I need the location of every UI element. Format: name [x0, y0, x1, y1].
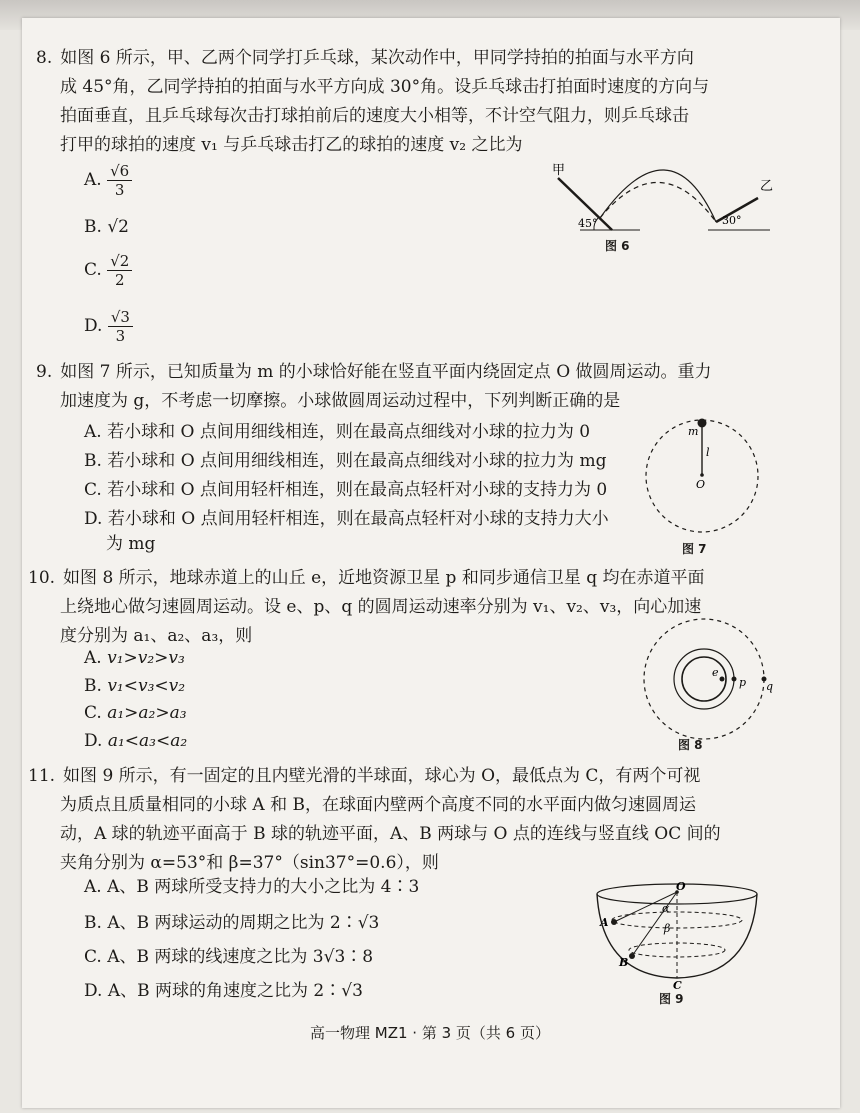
option-d[interactable] [84, 308, 133, 345]
option-label: C. [84, 260, 102, 280]
option-label: D. [84, 316, 103, 336]
figure-6-diagram [540, 160, 780, 252]
label-m: m [688, 425, 699, 438]
label-yi: 乙 [760, 179, 774, 194]
option-b[interactable]: B. 若小球和 O 点间用细线相连，则在最高点细线对小球的拉力为 mg [84, 451, 607, 471]
option-a[interactable]: A. A、B 两球所受支持力的大小之比为 4∶3 [84, 877, 420, 897]
label-b: B [619, 956, 629, 969]
fraction: $\frac{√3}{3}$ [108, 308, 133, 345]
orbit-p [674, 649, 734, 709]
question-line: 如图 9 所示，有一固定的且内壁光滑的半球面，球心为 O，最低点为 C，有两个可视 [63, 766, 701, 786]
label-a: A [600, 916, 609, 929]
question-11 [28, 762, 790, 878]
label-e: e [712, 666, 719, 679]
option-a[interactable] [84, 162, 132, 199]
option-c[interactable]: C. A、B 两球的线速度之比为 3√3∶8 [84, 947, 374, 967]
earth [682, 657, 726, 701]
label-jia: 甲 [552, 163, 566, 178]
page-footer: 高一物理 MZ1 · 第 3 页（共 6 页） [310, 1024, 550, 1042]
figure-8-diagram [636, 616, 772, 742]
option-label: A. [84, 170, 102, 190]
figure-caption: 图 6 [605, 239, 630, 253]
angle-30: 30° [722, 214, 742, 227]
option-b[interactable] [84, 217, 129, 237]
figure-caption: 图 8 [678, 738, 703, 752]
question-line: 成 45°角，乙同学持拍的拍面与水平方向成 30°角。设乒乓球击打拍面时速度的方向与 [60, 77, 710, 97]
ball-a [611, 919, 617, 925]
option-a[interactable]: A. v₁>v₂>v₃ [84, 648, 185, 668]
question-line: 如图 8 所示，地球赤道上的山丘 e，近地资源卫星 p 和同步通信卫星 q 均在赤道平面 [63, 568, 705, 588]
option-c[interactable] [84, 252, 132, 289]
question-number: 11. [28, 766, 56, 786]
question-9 [36, 358, 790, 416]
pivot-point [700, 473, 704, 477]
trajectory-dashed [600, 182, 716, 222]
question-number: 9. [36, 362, 53, 382]
question-line: 如图 6 所示，甲、乙两个同学打乒乓球，某次动作中，甲同学持拍的拍面与水平方向 [60, 48, 694, 68]
point-p [732, 677, 737, 682]
question-line: 打甲的球拍的速度 v₁ 与乒乓球击打乙的球拍的速度 v₂ 之比为 [60, 135, 523, 155]
question-number: 10. [28, 568, 56, 588]
label-c: C [673, 979, 682, 992]
option-c[interactable]: C. a₁>a₂>a₃ [84, 703, 187, 723]
option-b[interactable]: B. v₁<v₃<v₂ [84, 676, 186, 696]
fraction: $\frac{√6}{3}$ [107, 162, 132, 199]
label-q: q [766, 680, 774, 693]
label-p: p [739, 676, 747, 689]
option-label: B. [84, 217, 102, 237]
question-line: 为质点且质量相同的小球 A 和 B，在球面内壁两个高度不同的水平面内做匀速圆周运 [60, 795, 696, 815]
option-b[interactable]: B. A、B 两球运动的周期之比为 2∶√3 [84, 913, 380, 933]
ball [698, 419, 707, 428]
question-line: 上绕地心做匀速圆周运动。设 e、p、q 的圆周运动速率分别为 v₁、v₂、v₃，向心加速 [60, 597, 702, 617]
figure-9-diagram [592, 880, 762, 990]
option-a[interactable]: A. 若小球和 O 点间用细线相连，则在最高点细线对小球的拉力为 0 [84, 422, 591, 442]
point-e [720, 677, 725, 682]
trajectory-solid [600, 170, 716, 222]
question-line: 如图 7 所示，已知质量为 m 的小球恰好能在竖直平面内绕固定点 O 做圆周运动。重力 [60, 362, 712, 382]
option-text: √2 [107, 217, 129, 237]
figure-caption: 图 7 [682, 542, 707, 556]
question-line: 拍面垂直，且乒乓球每次击打球拍前后的速度大小相等，不计空气阻力，则乒乓球击 [60, 106, 689, 126]
label-o: O [696, 478, 706, 491]
question-number: 8. [36, 48, 53, 68]
option-d[interactable]: D. 若小球和 O 点间用轻杆相连，则在最高点轻杆对小球的支持力大小 为 mg [84, 509, 609, 554]
option-c[interactable]: C. 若小球和 O 点间用轻杆相连，则在最高点轻杆对小球的支持力为 0 [84, 480, 608, 500]
label-beta: β [664, 922, 671, 935]
question-line: 加速度为 g，不考虑一切摩擦。小球做圆周运动过程中，下列判断正确的是 [60, 391, 621, 411]
option-d[interactable]: D. a₁<a₃<a₂ [84, 731, 188, 751]
option-d[interactable]: D. A、B 两球的角速度之比为 2∶√3 [84, 981, 363, 1001]
fraction: $\frac{√2}{2}$ [107, 252, 132, 289]
figure-7-diagram [640, 414, 764, 538]
label-l: l [706, 446, 710, 459]
figure-caption: 图 9 [659, 992, 684, 1006]
ball-b [629, 953, 635, 959]
question-line: 动，A 球的轨迹平面高于 B 球的轨迹平面，A、B 两球与 O 点的连线与竖直线 OC 间的 [60, 824, 721, 844]
label-o: O [676, 880, 686, 893]
angle-45: 45° [578, 217, 598, 230]
question-line: 夹角分别为 α=53°和 β=37°（sin37°=0.6），则 [60, 853, 439, 873]
label-alpha: α [662, 902, 670, 915]
question-line: 度分别为 a₁、a₂、a₃，则 [60, 626, 253, 646]
question-8 [36, 44, 790, 160]
